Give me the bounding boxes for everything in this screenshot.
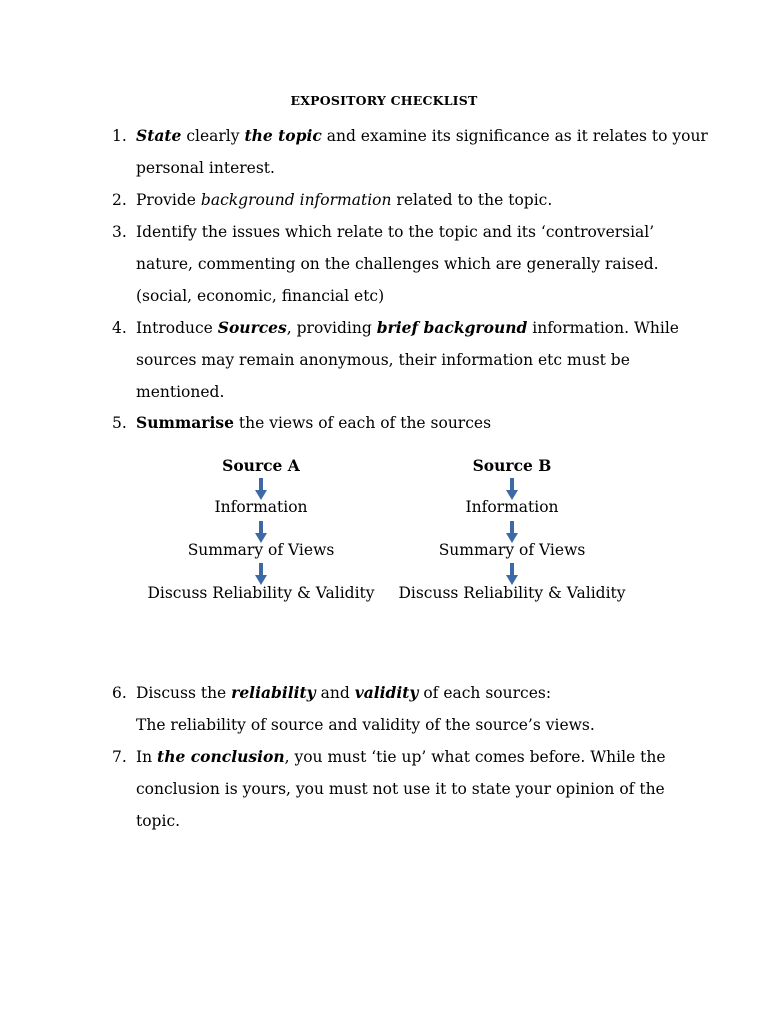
flow-discuss: Discuss Reliability & Validity <box>398 584 626 602</box>
item-number: 6. <box>112 684 127 702</box>
item-7-line-1: In the conclusion, you must ‘tie up’ what comes before. While the <box>136 747 666 766</box>
flow-information: Information <box>214 498 308 516</box>
item-number: 7. <box>112 748 127 766</box>
down-arrow-icon <box>255 563 267 585</box>
item-4-line-2: sources may remain anonymous, their information etc must be <box>136 351 630 369</box>
item-7-line-3: topic. <box>136 812 181 830</box>
flow-information: Information <box>465 498 559 516</box>
down-arrow-icon <box>506 563 518 585</box>
item-3-line-1: Identify the issues which relate to the topic and its ‘controversial’ <box>136 223 655 241</box>
flow-summary: Summary of Views <box>187 541 335 559</box>
item-3-line-3: (social, economic, financial etc) <box>136 287 385 305</box>
down-arrow-icon <box>506 478 518 500</box>
flow-head: Source B <box>472 456 552 475</box>
item-1-line-1: State clearly the topic and examine its significance as it relates to your <box>136 126 708 145</box>
down-arrow-icon <box>255 521 267 543</box>
item-2-line-1: Provide background information related to the topic. <box>136 191 553 209</box>
item-6-line-2: The reliability of source and validity of the source’s views. <box>136 716 595 734</box>
flow-head: Source A <box>222 456 300 475</box>
down-arrow-icon <box>255 478 267 500</box>
item-number: 3. <box>112 223 127 241</box>
item-1-line-2: personal interest. <box>136 159 275 177</box>
item-4-line-3: mentioned. <box>136 383 225 401</box>
flow-discuss: Discuss Reliability & Validity <box>147 584 375 602</box>
page-title: EXPOSITORY CHECKLIST <box>290 93 478 108</box>
item-number: 4. <box>112 319 127 337</box>
item-5-line-1: Summarise the views of each of the sources <box>136 413 492 432</box>
item-7-line-2: conclusion is yours, you must not use it to state your opinion of the <box>136 780 665 798</box>
item-number: 5. <box>112 414 127 432</box>
item-4-line-1: Introduce Sources, providing brief background information. While <box>136 318 679 337</box>
item-number: 1. <box>112 127 127 145</box>
item-3-line-2: nature, commenting on the challenges which are generally raised. <box>136 255 659 273</box>
down-arrow-icon <box>506 521 518 543</box>
flow-summary: Summary of Views <box>438 541 586 559</box>
item-number: 2. <box>112 191 127 209</box>
item-6-line-1: Discuss the reliability and validity of each sources: <box>136 683 552 702</box>
